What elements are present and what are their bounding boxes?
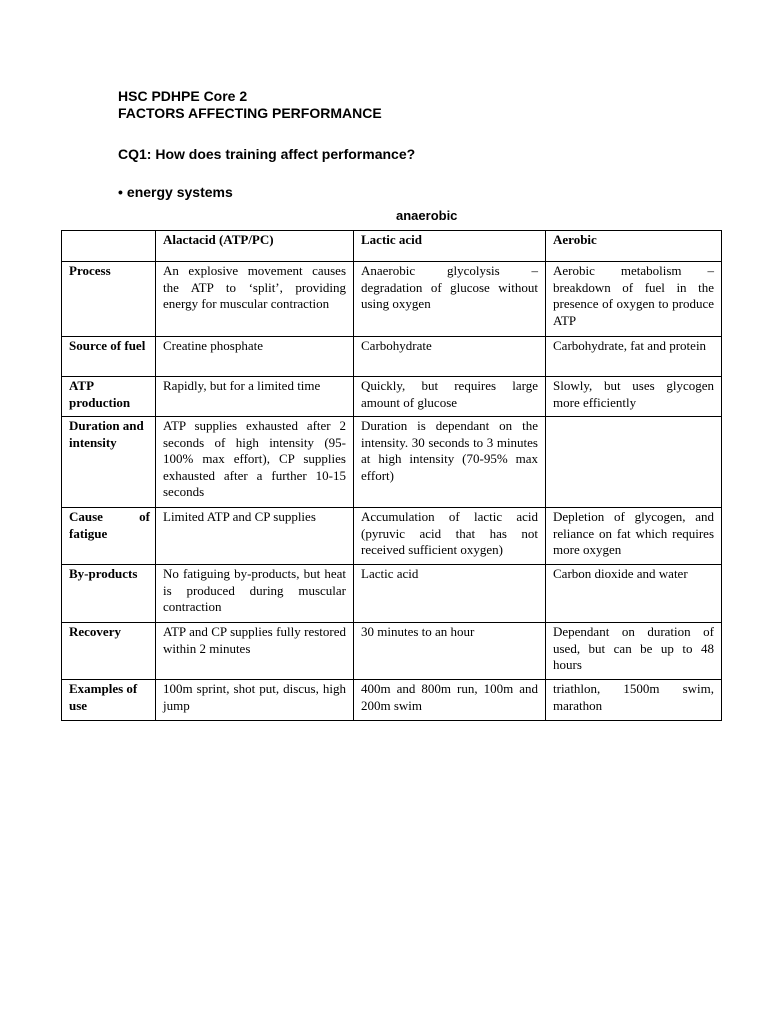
row-header: Process: [62, 262, 156, 337]
row-header: ATP production: [62, 377, 156, 417]
table-header-row: [62, 231, 722, 262]
table-cell: Creatine phosphate: [156, 337, 354, 377]
table-row: [62, 262, 722, 337]
table-cell: Aerobic metabolism – breakdown of fuel in the presence of oxygen to produce ATP: [546, 262, 722, 337]
energy-systems-table: [61, 230, 722, 721]
table-cell: Carbon dioxide and water: [546, 565, 722, 623]
table-cell: Slowly, but uses glycogen more efficiently: [546, 377, 722, 417]
column-header: Lactic acid: [354, 231, 546, 262]
document-title: HSC PDHPE Core 2: [118, 88, 248, 104]
row-header: Duration and intensity: [62, 417, 156, 508]
table-row: [62, 680, 722, 721]
column-header: Alactacid (ATP/PC): [156, 231, 354, 262]
table-row: [62, 337, 722, 377]
table-cell: An explosive movement causes the ATP to ‘split’, providing energy for muscular contraction: [156, 262, 354, 337]
table-cell: Quickly, but requires large amount of glucose: [354, 377, 546, 417]
table-cell: Accumulation of lactic acid (pyruvic acid that has not received sufficient oxygen): [354, 508, 546, 565]
table-cell: Lactic acid: [354, 565, 546, 623]
document-subtitle: FACTORS AFFECTING PERFORMANCE: [118, 105, 382, 121]
column-header: Aerobic: [546, 231, 722, 262]
table-cell: Limited ATP and CP supplies: [156, 508, 354, 565]
table-row: [62, 565, 722, 623]
table-cell: Carbohydrate: [354, 337, 546, 377]
content-question: CQ1: How does training affect performance?: [118, 146, 416, 162]
row-header: Examples of use: [62, 680, 156, 721]
table-row: [62, 417, 722, 508]
table-cell: Depletion of glycogen, and reliance on fat which requires more oxygen: [546, 508, 722, 565]
table-row: [62, 508, 722, 565]
table-cell: ATP supplies exhausted after 2 seconds of high intensity (95-100% max effort), CP supplies exhausted after a further 10-15 seconds: [156, 417, 354, 508]
bullet-icon: •: [118, 184, 123, 200]
table-cell: 400m and 800m run, 100m and 200m swim: [354, 680, 546, 721]
row-header: Source of fuel: [62, 337, 156, 377]
group-label: anaerobic: [396, 208, 458, 223]
bullet-item: [118, 184, 233, 200]
table-cell: [546, 417, 722, 508]
table-cell: ATP and CP supplies fully restored within 2 minutes: [156, 623, 354, 680]
table-cell: Dependant on duration of used, but can be up to 48 hours: [546, 623, 722, 680]
table-row: [62, 377, 722, 417]
table-cell: 100m sprint, shot put, discus, high jump: [156, 680, 354, 721]
table-row: [62, 623, 722, 680]
table-cell: Duration is dependant on the intensity. 30 seconds to 3 minutes at high intensity (70-95% max effort): [354, 417, 546, 508]
row-header: By-products: [62, 565, 156, 623]
row-header: Cause of fatigue: [62, 508, 156, 565]
row-header: Recovery: [62, 623, 156, 680]
column-header: [62, 231, 156, 262]
table-cell: Rapidly, but for a limited time: [156, 377, 354, 417]
table-cell: Anaerobic glycolysis – degradation of glucose without using oxygen: [354, 262, 546, 337]
table-cell: triathlon, 1500m swim, marathon: [546, 680, 722, 721]
table-cell: 30 minutes to an hour: [354, 623, 546, 680]
bullet-text: energy systems: [126, 184, 233, 200]
table-cell: Carbohydrate, fat and protein: [546, 337, 722, 377]
table-cell: No fatiguing by-products, but heat is produced during muscular contraction: [156, 565, 354, 623]
